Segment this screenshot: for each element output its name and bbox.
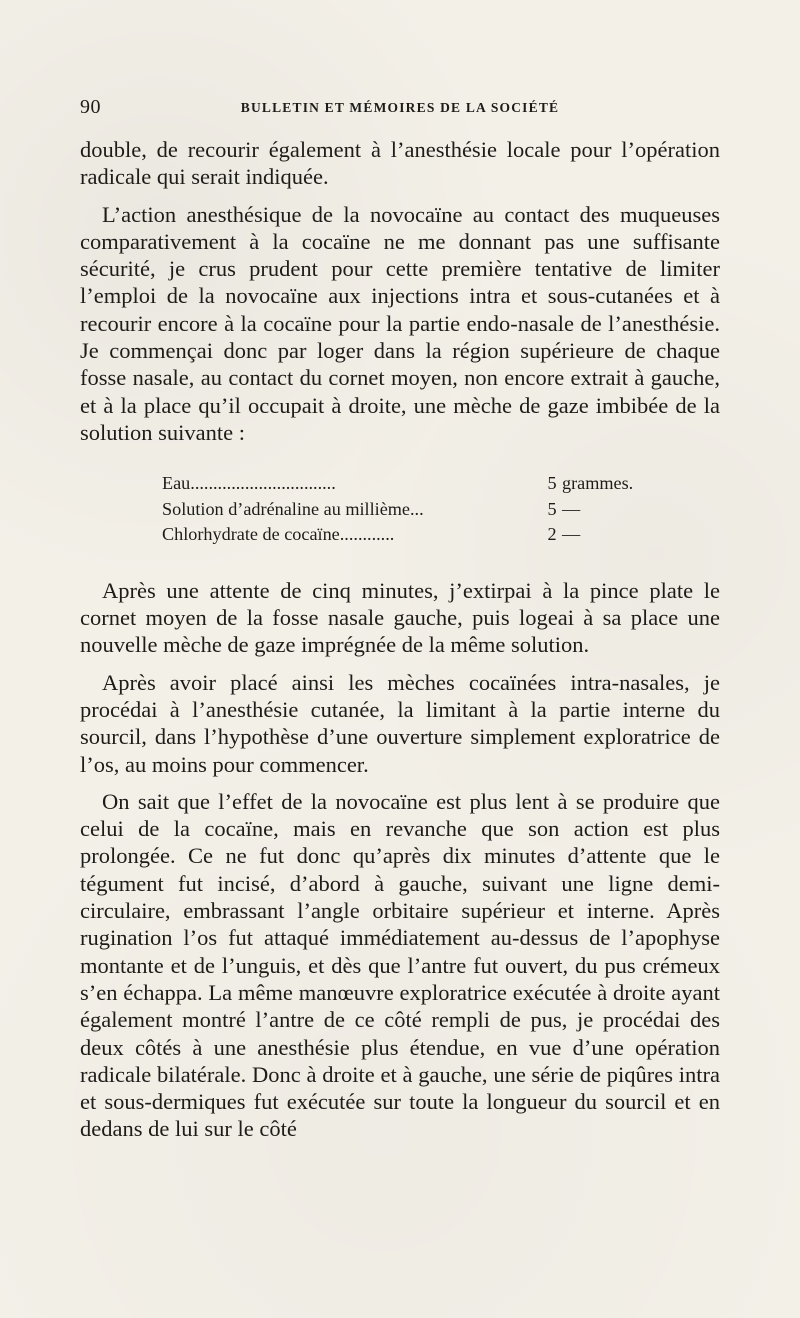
formula-amount: 5 [547,498,557,519]
formula-ingredient: Solution d’adrénaline au millième... [162,498,424,519]
formula-ingredient: Chlorhydrate de cocaïne............ [162,524,395,545]
formula-amount: 5 [547,473,557,494]
formula-unit: — [562,524,581,545]
formula-row [162,497,672,523]
formula-row [162,471,672,497]
paragraph-operation: On sait que l’effet de la novocaïne est plus lent à se produire que celui de la cocaïne, mais en revanche que son action est plus prolongée. Ce ne fut donc qu’après dix minutes d’attente que le tégument fut incisé, d’abord à gauche, suivant une ligne demi-circulaire, embrassant l’angle orbitaire supérieur et interne. Après rugination l’os fut attaqué immédiatement au-dessus de l’apophyse montante et de l’unguis, et dès que l’antre fut ouvert, du pus crémeux s’en échappa. La même manœuvre exploratrice exécutée à droite ayant également montré l’antre de ce côté rempli de pus, je procédai des deux côtés à une anesthésie plus étendue, en vue d’une opération radicale bilatérale. Donc à droite et à gauche, une série de piqûres intra et sous-dermiques fut exécutée sur toute la longueur du sourcil et en dedans de lui sur le côté [80,788,720,1142]
formula-amount: 2 [547,524,557,545]
running-title: BULLETIN ET MÉMOIRES DE LA SOCIÉTÉ [240,100,560,115]
paragraph-extraction: Après une attente de cinq minutes, j’extirpai à la pince plate le cornet moyen de la fosse nasale gauche, puis logeai à sa place une nouvelle mèche de gaze imprégnée de la même solution. [80,577,720,658]
page-number: 90 [80,96,101,118]
paragraph-anesthesia: L’action anesthésique de la novocaïne au contact des muqueuses comparativement à la cocaïne ne me donnant pas une suffisante sécurité, je crus prudent pour cette première tentative de limiter l’emploi de la novocaïne aux injections intra et sous-cutanées et à recourir encore à la cocaïne pour la partie endo-nasale de l’anesthésie. Je commençai donc par loger dans la région supérieure de chaque fosse nasale, au contact du cornet moyen, non encore extrait à gauche, et à la place qu’il occupait à droite, une mèche de gaze imbibée de la solution suivante : [80,201,720,445]
formula-unit: — [562,498,581,519]
solution-formula [162,471,672,548]
formula-unit: grammes. [562,473,634,494]
paragraph-cutaneous-anesthesia: Après avoir placé ainsi les mèches cocaïnées intra-nasales, je procédai à l’anesthésie cutanée, la limitant à la partie interne du sourcil, dans l’hypothèse d’une ouverture simplement exploratrice de l’os, au moins pour commencer. [80,669,720,777]
formula-ingredient: Eau................................ [162,473,336,494]
formula-row [162,522,672,548]
paragraph-continuation: double, de recourir également à l’anesthésie locale pour l’opération radicale qui serait indiquée. [80,137,720,190]
main-text [80,136,720,1153]
page-header [80,96,720,120]
